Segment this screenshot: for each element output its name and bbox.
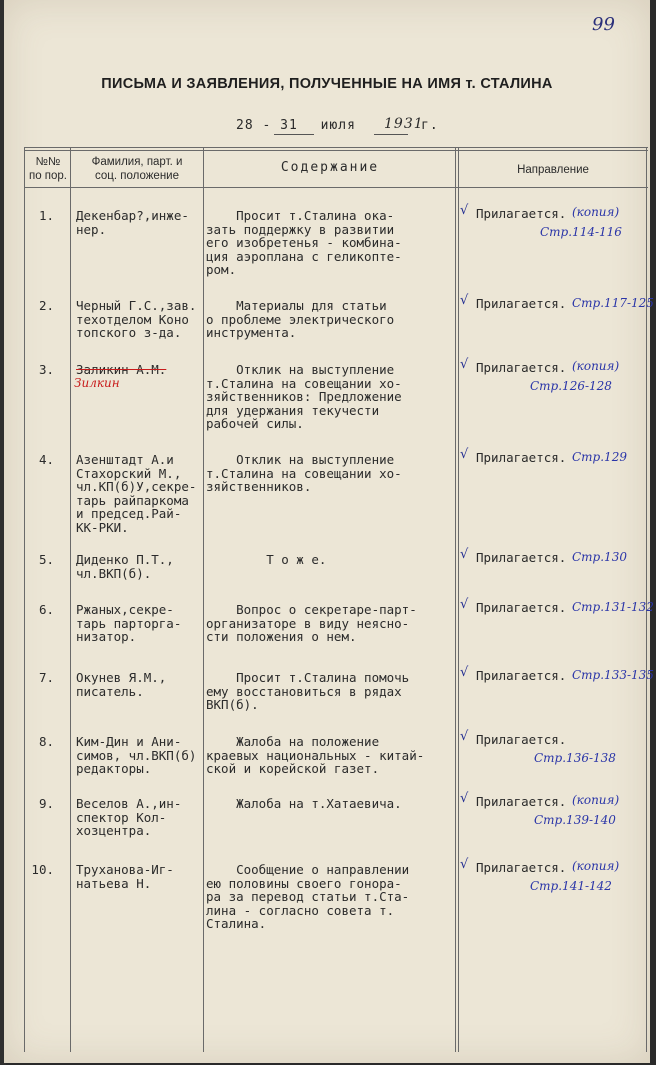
row-number: 7.	[38, 670, 54, 685]
check-mark-icon: √	[460, 203, 469, 218]
row-direction: Прилагается.	[476, 860, 567, 875]
header-content: Содержание	[280, 160, 380, 175]
row-content: Просит т.Сталина помочь ему восстановиться в рядах ВКП(б).	[206, 670, 410, 712]
column-divider	[70, 147, 71, 1052]
row-content: Материалы для статьи о проблеме электрического инструмента.	[206, 298, 395, 340]
row-content: Жалоба на положение краевых национальных - китай- ской и корейской газет.	[206, 734, 425, 776]
row-name: Ржаных,секре- тарь парторга- низатор.	[76, 602, 182, 644]
page-reference: Стр.114-116	[540, 225, 622, 239]
row-content: Отклик на выступление т.Сталина на совещании хо- зяйственников: Предложение для удержания текучести рабочей силы.	[206, 362, 402, 431]
row-content: Вопрос о секретаре-парт- организаторе в виду неясно- сти положения о нем.	[206, 602, 417, 644]
row-content: Жалоба на т.Хатаевича.	[206, 796, 402, 811]
row-content: Отклик на выступление т.Сталина на совещании хо- зяйственников.	[206, 452, 402, 494]
row-number: 8.	[38, 734, 54, 749]
column-divider	[455, 147, 456, 1052]
date-underline	[274, 134, 314, 135]
page-reference: Стр.126-128	[530, 379, 612, 393]
date-suffix: г.	[421, 118, 439, 133]
document-sheet	[4, 0, 654, 1063]
check-mark-icon: √	[460, 293, 469, 308]
row-name: Декенбар?,инже- нер.	[76, 208, 189, 237]
row-direction: Прилагается.	[476, 550, 567, 565]
table-left-border	[24, 147, 25, 1052]
row-name: Диденко П.Т., чл.ВКП(б).	[76, 552, 174, 581]
row-direction: Прилагается.	[476, 668, 567, 683]
row-direction: Прилагается.	[476, 296, 567, 311]
row-number: 4.	[38, 452, 54, 467]
name-correction: Зилкин	[74, 376, 120, 390]
check-mark-icon: √	[460, 597, 469, 612]
header-name: Фамилия, парт. и соц. положение	[91, 156, 183, 182]
row-name: Веселов А.,ин- спектор Кол- хозцентра.	[76, 796, 182, 838]
header-direction: Направление	[517, 164, 589, 176]
table-top-border	[24, 147, 648, 148]
page-reference: Стр.129	[572, 450, 627, 464]
check-mark-icon: √	[460, 857, 469, 872]
copy-note: (копия)	[572, 859, 620, 873]
column-divider	[203, 147, 204, 1052]
copy-note: (копия)	[572, 359, 620, 373]
register-table	[24, 147, 654, 1057]
row-number: 9.	[38, 796, 54, 811]
date-year: 1931	[384, 116, 424, 132]
row-content: Просит т.Сталина ока- зать поддержку в развитии его изобретенья - комбина- ция аэроплана с геликопте- ром.	[206, 208, 402, 277]
row-direction: Прилагается.	[476, 732, 567, 747]
row-name: Черный Г.С.,зав. техотделом Коно топского з-да.	[76, 298, 197, 340]
date-days: 28 - 31	[236, 118, 298, 133]
page-reference: Стр.117-125	[572, 296, 654, 310]
document-title: ПИСЬМА И ЗАЯВЛЕНИЯ, ПОЛУЧЕННЫЕ НА ИМЯ т. СТАЛИНА	[101, 76, 553, 92]
row-name: Труханова-Иг- натьева Н.	[76, 862, 174, 891]
row-direction: Прилагается.	[476, 206, 567, 221]
row-name: Азенштадт А.и Стахорский М., чл.КП(б)У,секре- тарь райпаркома и председ.Рай- КК-РКИ.	[76, 452, 197, 535]
copy-note: (копия)	[572, 205, 620, 219]
folio-number: 99	[592, 14, 615, 35]
check-mark-icon: √	[460, 665, 469, 680]
row-direction: Прилагается.	[476, 360, 567, 375]
table-top-border-2	[24, 150, 648, 151]
document-date	[236, 116, 439, 133]
row-number: 5.	[38, 552, 54, 567]
page-reference: Стр.136-138	[534, 751, 616, 765]
check-mark-icon: √	[460, 447, 469, 462]
check-mark-icon: √	[460, 729, 469, 744]
year-underline	[374, 134, 408, 135]
column-divider	[458, 147, 459, 1052]
page-reference: Стр.141-142	[530, 879, 612, 893]
row-number: 10.	[31, 862, 54, 877]
row-name: Окунев Я.М., писатель.	[76, 670, 167, 699]
row-name: Заликин А.М.	[76, 362, 167, 377]
row-name: Ким-Дин и Ани- симов, чл.ВКП(б) редакторы.	[76, 734, 197, 776]
check-mark-icon: √	[460, 791, 469, 806]
row-direction: Прилагается.	[476, 794, 567, 809]
row-content: Сообщение о направлении ею половины своего гонора- ра за перевод статьи т.Ста- лина - согласно совета т. Сталина.	[206, 862, 410, 931]
check-mark-icon: √	[460, 547, 469, 562]
page-reference: Стр.131-132	[572, 600, 654, 614]
page-reference: Стр.130	[572, 550, 627, 564]
page-reference: Стр.133-135	[572, 668, 654, 682]
header-num: №№ по пор.	[28, 156, 68, 182]
copy-note: (копия)	[572, 793, 620, 807]
row-number: 6.	[38, 602, 54, 617]
row-direction: Прилагается.	[476, 450, 567, 465]
row-content: Т о ж е.	[206, 552, 327, 567]
row-number: 3.	[38, 362, 54, 377]
check-mark-icon: √	[460, 357, 469, 372]
row-number: 2.	[38, 298, 54, 313]
row-direction: Прилагается.	[476, 600, 567, 615]
date-month: июля	[320, 118, 356, 133]
table-header-divider	[24, 187, 648, 188]
row-number: 1.	[38, 208, 54, 223]
page-reference: Стр.139-140	[534, 813, 616, 827]
